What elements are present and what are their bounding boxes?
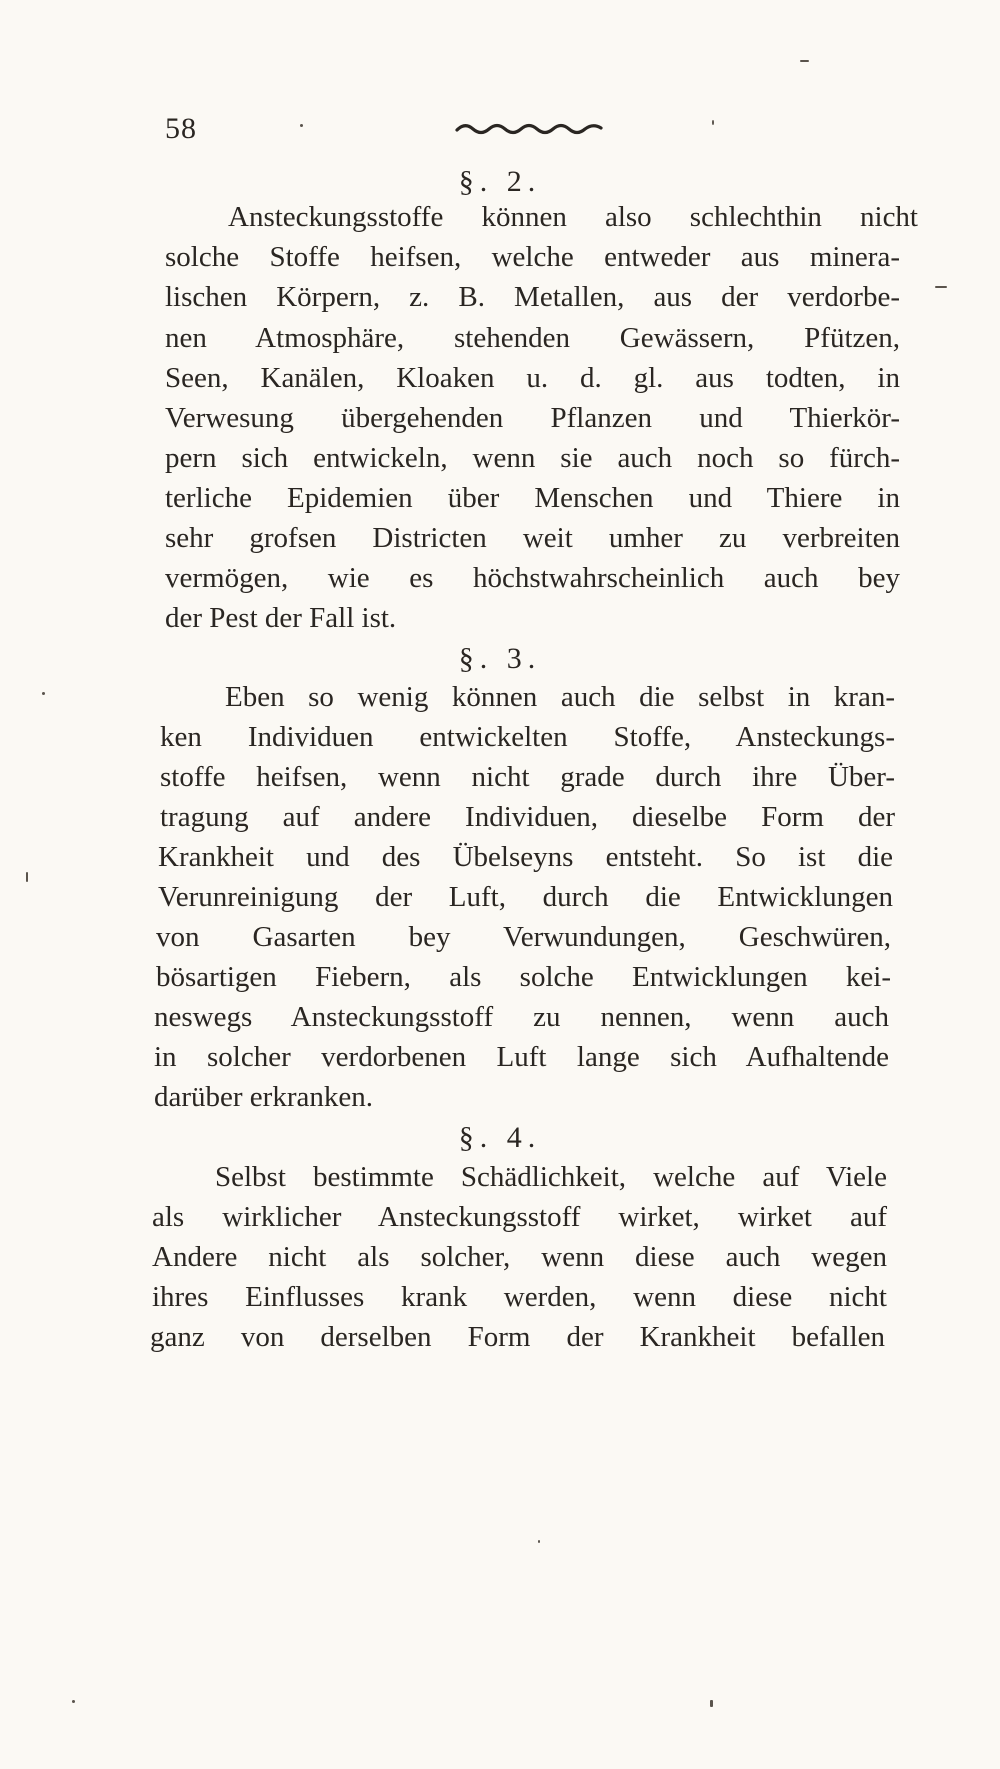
text-line: tragung auf andere Individuen, dieselbe Form der bbox=[160, 801, 895, 833]
scan-speck bbox=[72, 1700, 75, 1703]
text-line: stoffe heifsen, wenn nicht grade durch ihre Über- bbox=[160, 761, 895, 793]
page-number: 58 bbox=[165, 112, 197, 145]
text-line: Andere nicht als solcher, wenn diese auch wegen bbox=[152, 1241, 887, 1273]
header-ornament bbox=[455, 118, 605, 138]
text-line: als wirklicher Ansteckungsstoff wirket, wirket auf bbox=[152, 1201, 887, 1233]
scan-speck bbox=[800, 60, 809, 62]
section-heading-2: §. 2. bbox=[458, 165, 542, 198]
text-line: lischen Körpern, z. B. Metallen, aus der verdorbe- bbox=[165, 281, 900, 313]
text-line: Ansteckungsstoffe können also schlechthin nicht bbox=[228, 201, 918, 233]
text-line: terliche Epidemien über Menschen und Thiere in bbox=[165, 482, 900, 514]
text-line: ihres Einflusses krank werden, wenn diese nicht bbox=[152, 1281, 887, 1313]
text-line: Verwesung übergehenden Pflanzen und Thierkör- bbox=[165, 402, 900, 434]
text-line: solche Stoffe heifsen, welche entweder aus minera- bbox=[165, 241, 900, 273]
scan-speck bbox=[42, 692, 45, 695]
text-line: ganz von derselben Form der Krankheit befallen bbox=[150, 1321, 885, 1353]
text-line: in solcher verdorbenen Luft lange sich Aufhaltende bbox=[154, 1041, 889, 1073]
scan-speck bbox=[26, 872, 28, 882]
text-line: Verunreinigung der Luft, durch die Entwicklungen bbox=[158, 881, 893, 913]
text-line: vermögen, wie es höchstwahrscheinlich auch bey bbox=[165, 562, 900, 594]
scan-speck bbox=[538, 1540, 540, 1543]
text-line: ken Individuen entwickelten Stoffe, Ansteckungs- bbox=[160, 721, 895, 753]
text-line: bösartigen Fiebern, als solche Entwicklungen kei- bbox=[156, 961, 891, 993]
scan-speck bbox=[710, 1700, 713, 1707]
scan-speck bbox=[935, 286, 947, 288]
section-heading-4: §. 4. bbox=[458, 1121, 542, 1154]
text-line: sehr grofsen Districten weit umher zu verbreiten bbox=[165, 522, 900, 554]
text-line: Eben so wenig können auch die selbst in kran- bbox=[225, 681, 895, 713]
text-line: neswegs Ansteckungsstoff zu nennen, wenn auch bbox=[154, 1001, 889, 1033]
text-line: der Pest der Fall ist. bbox=[165, 602, 397, 634]
text-line: von Gasarten bey Verwundungen, Geschwüren, bbox=[156, 921, 891, 953]
text-line: nen Atmosphäre, stehenden Gewässern, Pfützen, bbox=[165, 322, 900, 354]
scan-speck bbox=[712, 120, 714, 125]
text-line: Seen, Kanälen, Kloaken u. d. gl. aus todten, in bbox=[165, 362, 900, 394]
text-line: Krankheit und des Übelseyns entsteht. So ist die bbox=[158, 841, 893, 873]
scan-speck bbox=[300, 124, 303, 127]
section-heading-3: §. 3. bbox=[458, 642, 542, 675]
text-line: pern sich entwickeln, wenn sie auch noch so fürch- bbox=[165, 442, 900, 474]
text-line: Selbst bestimmte Schädlichkeit, welche auf Viele bbox=[215, 1161, 887, 1193]
text-line: darüber erkranken. bbox=[154, 1081, 373, 1113]
